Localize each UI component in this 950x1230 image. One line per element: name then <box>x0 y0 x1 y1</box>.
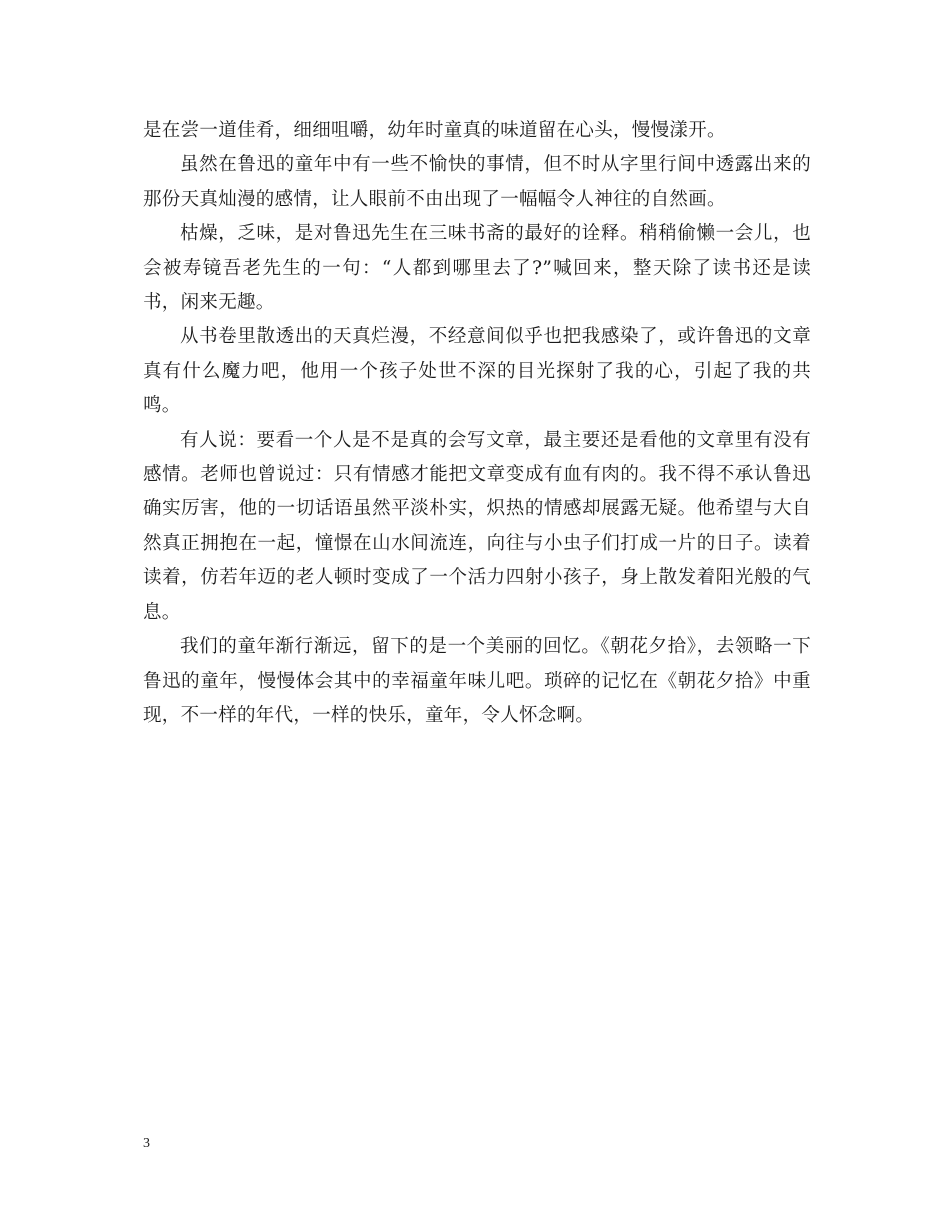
paragraph-4: 从书卷里散透出的天真烂漫，不经意间似乎也把我感染了，或许鲁迅的文章真有什么魔力吧，他用一个孩子处世不深的目光探射了我的心，引起了我的共鸣。 <box>143 326 811 417</box>
paragraph-1: 是在尝一道佳肴，细细咀嚼，幼年时童真的味道留在心头，慢慢漾开。 <box>143 120 726 141</box>
page-number: 3 <box>143 1136 150 1151</box>
document-body <box>143 114 811 733</box>
paragraph-2: 虽然在鲁迅的童年中有一些不愉快的事情，但不时从字里行间中透露出来的那份天真灿漫的感情，让人眼前不由出现了一幅幅令人神往的自然画。 <box>143 154 811 210</box>
paragraph-3: 枯燥，乏味，是对鲁迅先生在三味书斋的最好的诠释。稍稍偷懒一会儿，也会被寿镜吾老先生的一句：“人都到哪里去了?”喊回来，整天除了读书还是读书，闲来无趣。 <box>143 223 811 314</box>
paragraph-5: 有人说：要看一个人是不是真的会写文章，最主要还是看他的文章里有没有感情。老师也曾说过：只有情感才能把文章变成有血有肉的。我不得不承认鲁迅确实厉害，他的一切话语虽然平淡朴实，炽热的情感却展露无疑。他希望与大自然真正拥抱在一起，憧憬在山水间流连，向往与小虫子们打成一片的日子。读着读着，仿若年迈的老人顿时变成了一个活力四射小孩子，身上散发着阳光般的气息。 <box>143 429 811 623</box>
paragraph-6: 我们的童年渐行渐远，留下的是一个美丽的回忆。《朝花夕拾》，去领略一下鲁迅的童年，慢慢体会其中的幸福童年味儿吧。琐碎的记忆在《朝花夕拾》中重现，不一样的年代，一样的快乐，童年，令人怀念啊。 <box>143 636 811 726</box>
